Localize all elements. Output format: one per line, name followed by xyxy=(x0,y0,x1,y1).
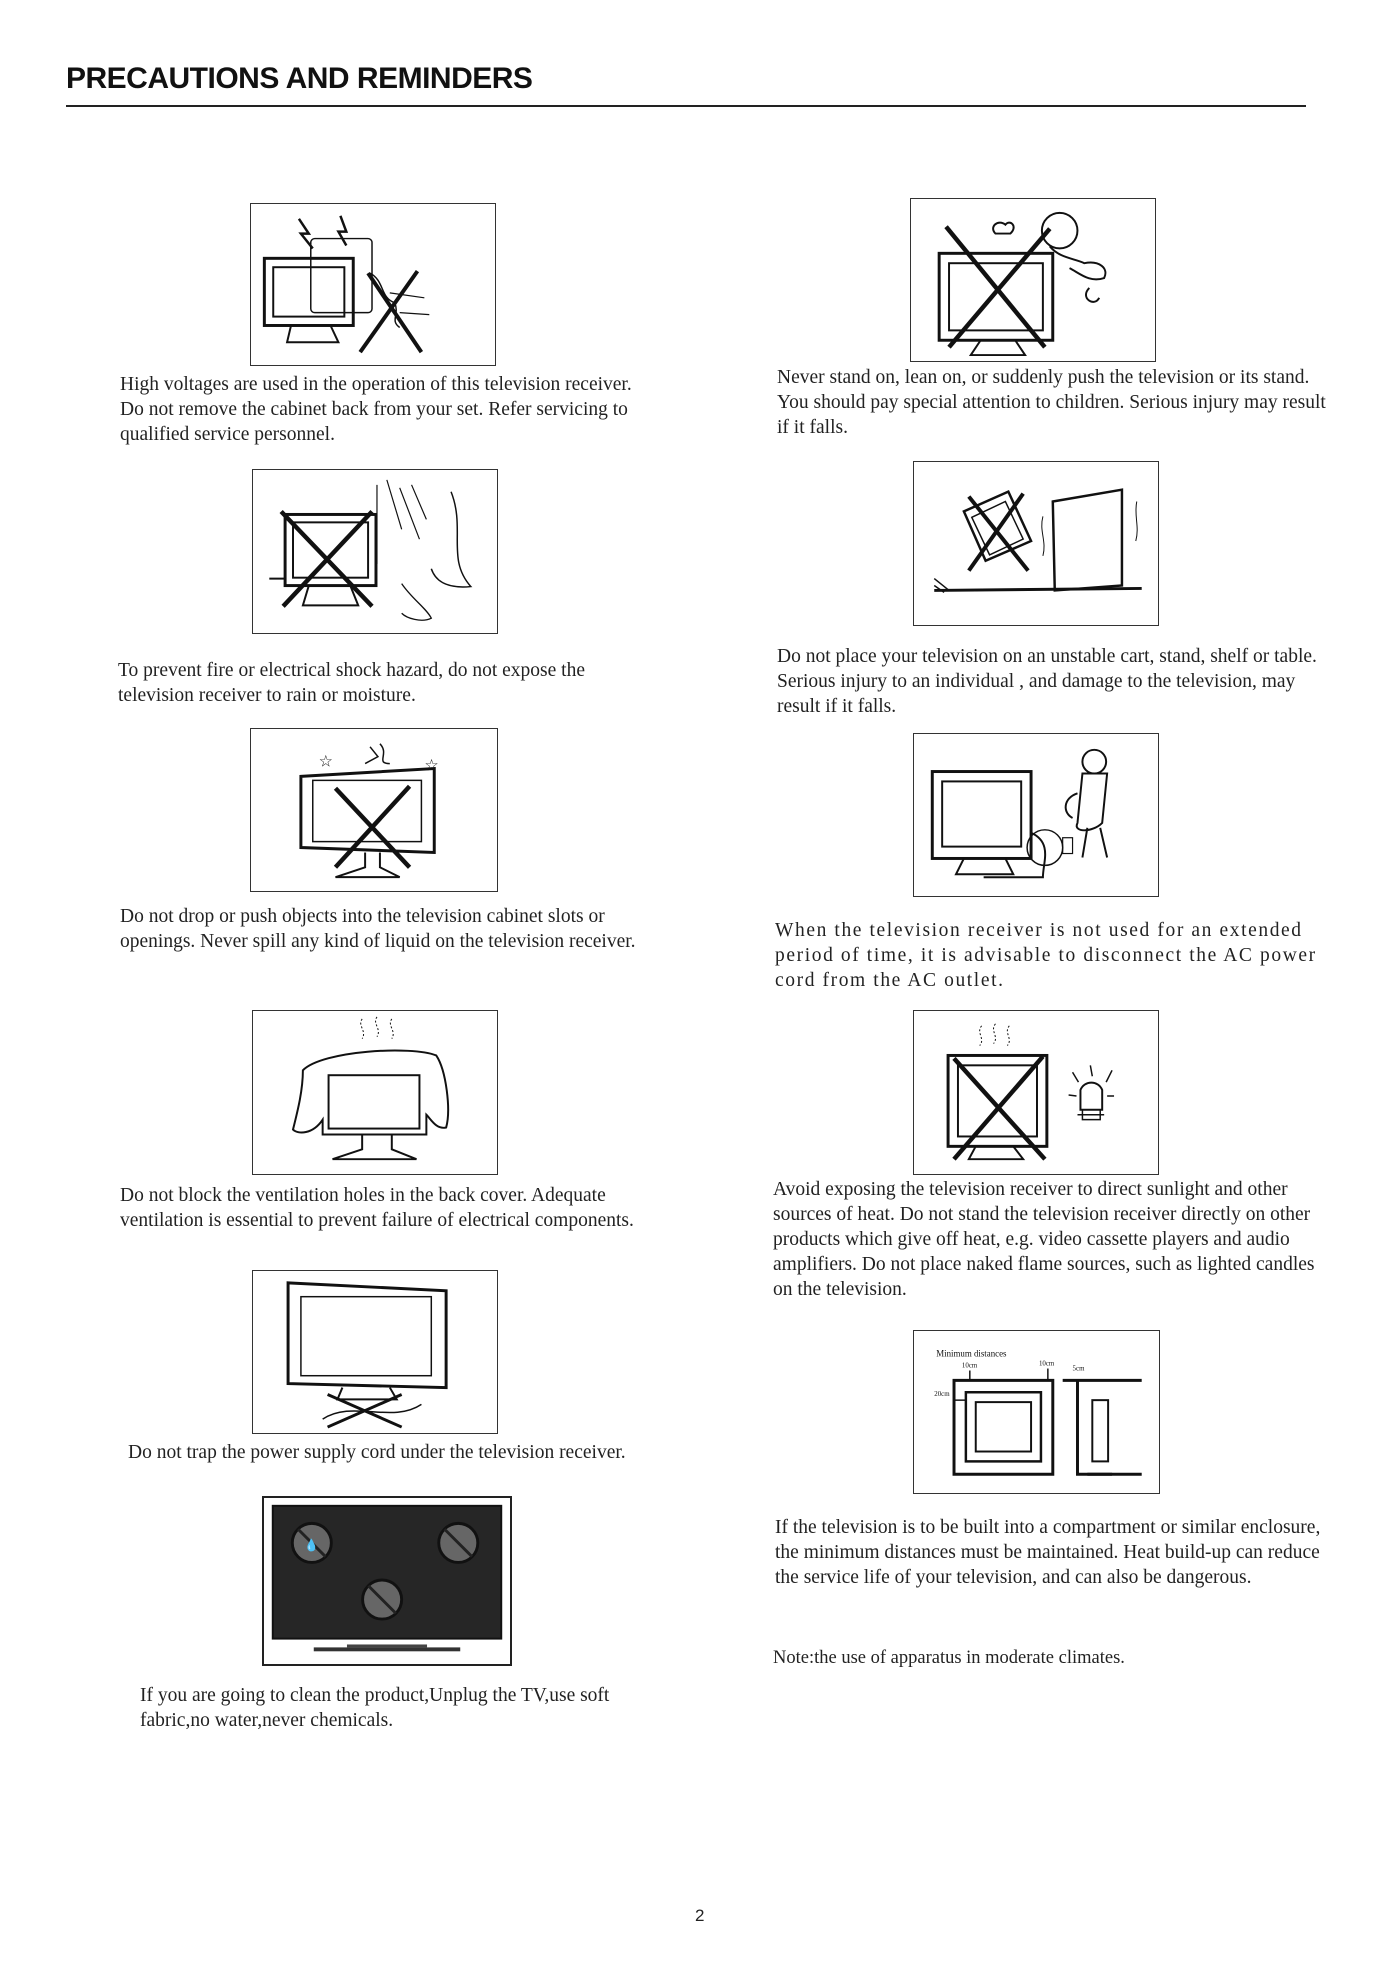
high-voltage-illustration xyxy=(250,203,496,366)
caption-ventilation: Do not block the ventilation holes in the back cover. Adequate ventilation is essential to prevent failure of electrical components. xyxy=(120,1185,634,1231)
child-push-illustration xyxy=(910,198,1156,362)
caption-rain-moisture: To prevent fire or electrical shock hazard, do not expose the television receiver to rain or moisture. xyxy=(118,660,585,706)
caption-built-in-compartment: If the television is to be built into a compartment or similar enclosure, the minimum distances must be maintained. Heat build-up can reduce the service life of your television, and can also be dangerous. xyxy=(775,1517,1321,1588)
distance-top-label: 10cm xyxy=(961,1362,978,1370)
objects-liquid-illustration xyxy=(250,728,498,892)
power-cord-illustration xyxy=(252,1270,498,1434)
svg-text:💧: 💧 xyxy=(304,1538,319,1552)
caption-high-voltage: High voltages are used in the operation of this television receiver. Do not remove the cabinet back from your set. Refer servicing to qualified service personnel. xyxy=(120,374,632,445)
caption-power-cord: Do not trap the power supply cord under the television receiver. xyxy=(128,1442,626,1463)
caption-cleaning: If you are going to clean the product,Unplug the TV,use soft fabric,no water,never chemicals. xyxy=(140,1685,610,1731)
cleaning-illustration xyxy=(262,1496,512,1666)
distance-gap-label: 5cm xyxy=(1072,1365,1085,1373)
minimum-distances-diagram xyxy=(913,1330,1160,1494)
caption-unplug: When the television receiver is not used for an extended period of time, it is advisable to disconnect the AC power cord from the AC outlet. xyxy=(775,920,1317,991)
distances-heading: Minimum distances xyxy=(936,1348,1007,1359)
ventilation-illustration xyxy=(252,1010,498,1175)
title-rule xyxy=(66,105,1306,107)
unstable-stand-illustration xyxy=(913,461,1159,626)
caption-unstable-stand: Do not place your television on an unstable cart, stand, shelf or table. Serious injury to an individual , and damage to the television, may result if it falls. xyxy=(777,646,1317,717)
climate-note: Note:the use of apparatus in moderate climates. xyxy=(773,1648,1125,1668)
distance-side-label: 10cm xyxy=(1038,1360,1055,1368)
caption-heat-sources: Avoid exposing the television receiver to direct sunlight and other sources of heat. Do not stand the television receiver directly on other products which give off heat, e.g. video cassette players and audio amplifiers. Do not place naked flame sources, such as lighted candles on the television. xyxy=(773,1179,1315,1300)
rain-moisture-illustration xyxy=(252,469,498,634)
page-number: 2 xyxy=(695,1906,705,1925)
page-title: PRECAUTIONS AND REMINDERS xyxy=(66,62,533,95)
svg-text:☆: ☆ xyxy=(318,753,333,771)
heat-sources-illustration xyxy=(913,1010,1159,1175)
distance-left-label: 20cm xyxy=(934,1391,950,1399)
unplug-illustration xyxy=(913,733,1159,897)
caption-objects-liquid: Do not drop or push objects into the television cabinet slots or openings. Never spill any kind of liquid on the television receiver. xyxy=(120,906,636,952)
svg-text:☆: ☆ xyxy=(424,757,439,775)
caption-child-push: Never stand on, lean on, or suddenly push the television or its stand. You should pay special attention to children. Serious injury may result if it falls. xyxy=(777,367,1326,438)
